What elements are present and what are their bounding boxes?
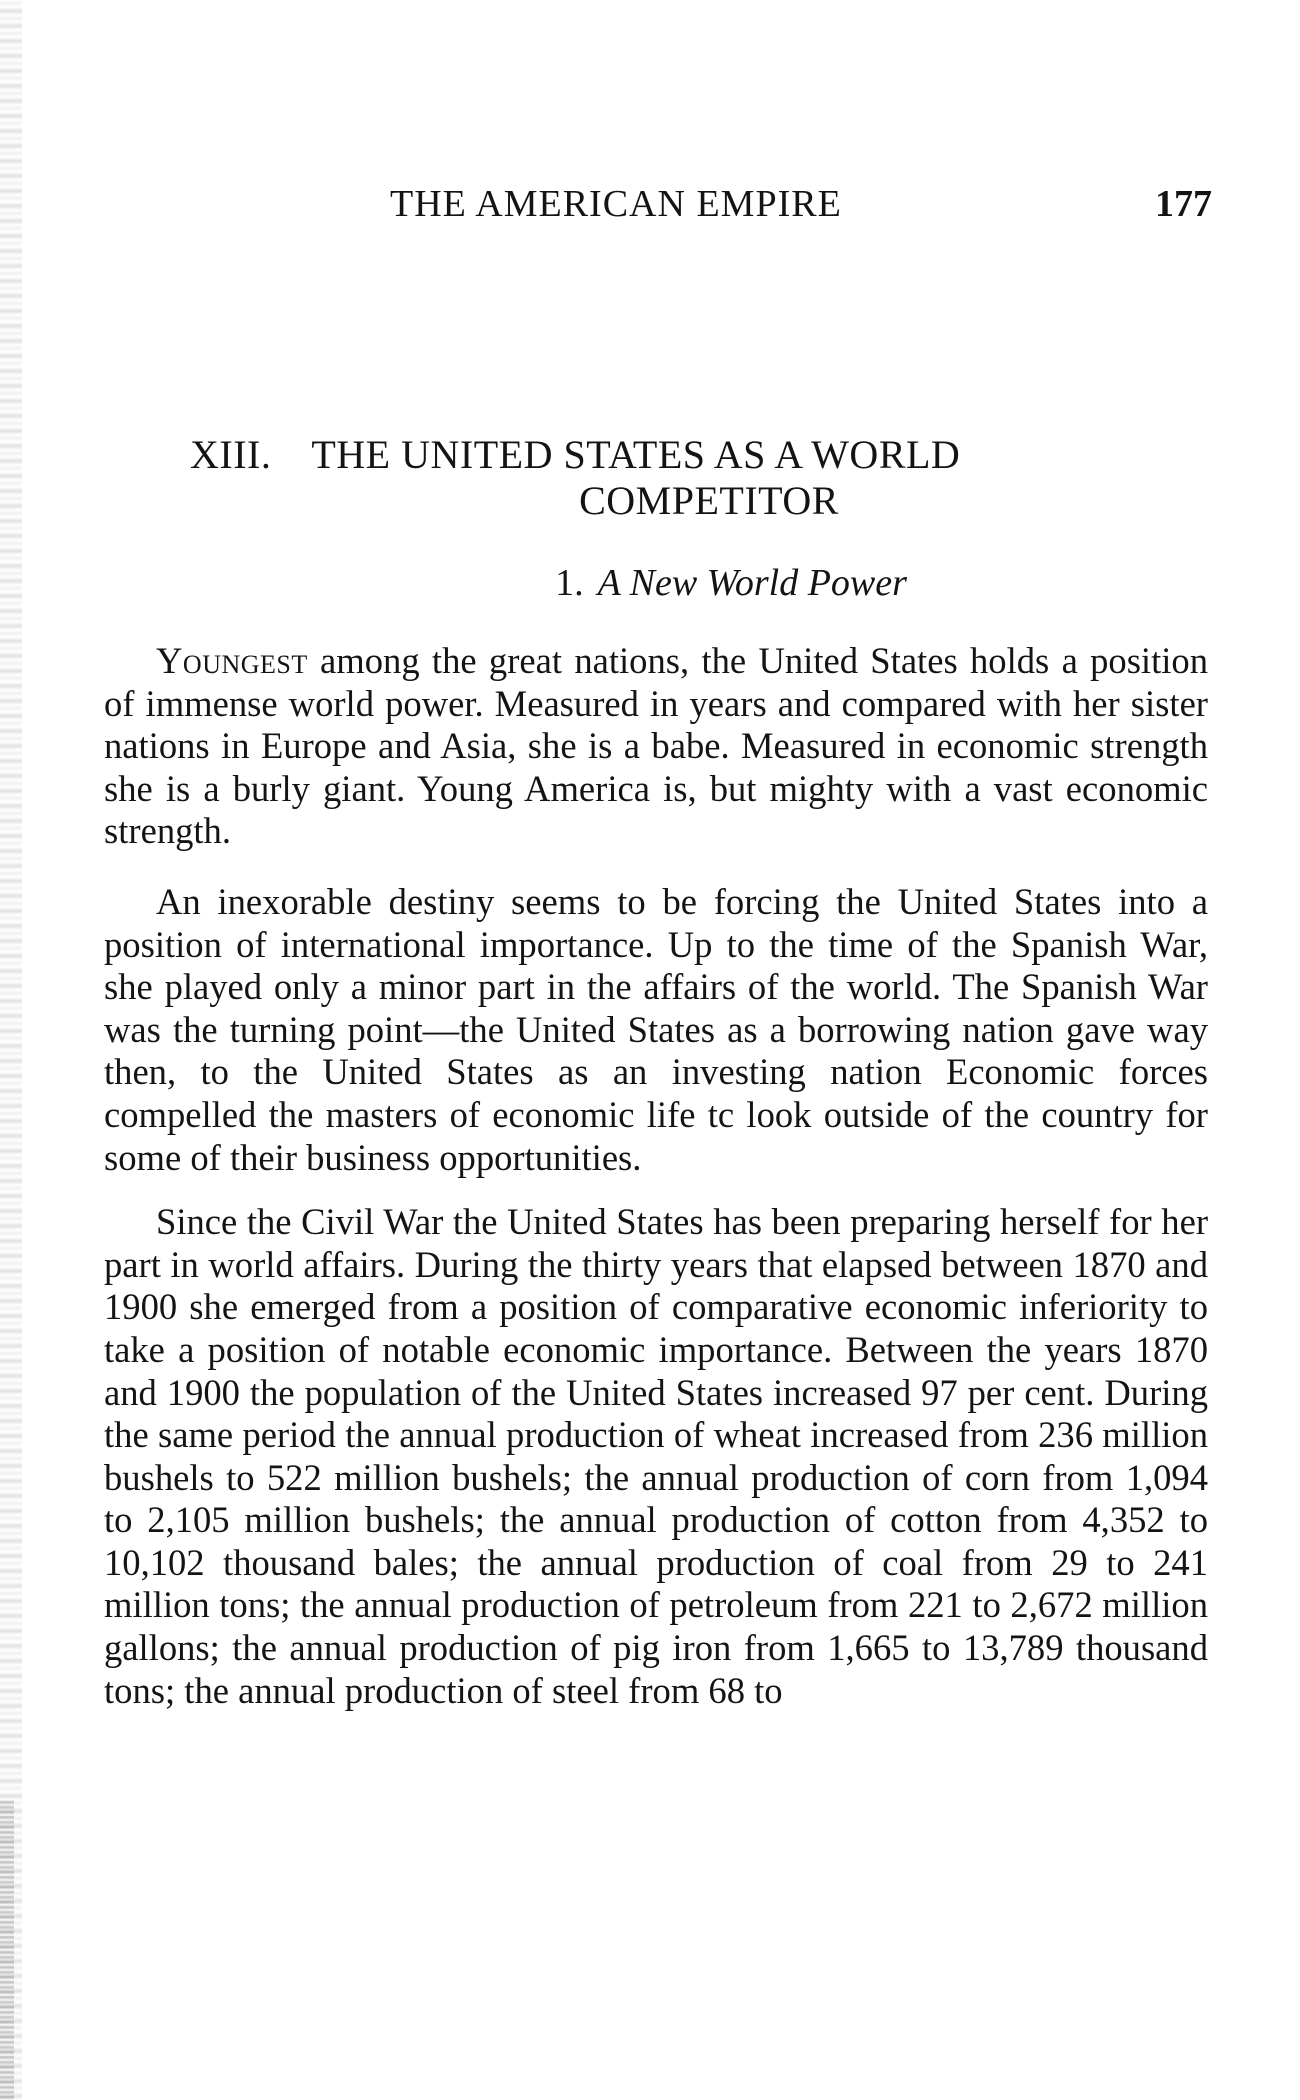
page-number: 177	[1155, 183, 1212, 225]
body-text	[104, 640, 1208, 1734]
paragraph-1	[104, 640, 1208, 853]
paragraph-2: An inexorable destiny seems to be forcing the United States into a position of international importance. Up to the time of the Spanish War, she played only a minor part in the affairs of the world. The Spanish War was the turning point—the United States as a borrowing nation gave way then, to the United States as an investing nation Economic forces compelled the masters of economic life tc look outside of the country for some of their business opportunities.	[104, 880, 1208, 1178]
chapter-heading	[190, 432, 1150, 524]
running-title: THE AMERICAN EMPIRE	[390, 183, 842, 225]
section-number: 1.	[555, 562, 584, 604]
chapter-title-line2: COMPETITOR	[579, 478, 839, 523]
section-heading	[100, 560, 1212, 606]
scan-edge-shadow-bottom	[0, 1800, 14, 2100]
section-title: A New World Power	[597, 562, 907, 604]
chapter-title-line1: THE UNITED STATES AS A WORLD	[311, 432, 961, 477]
running-head	[100, 180, 1212, 228]
scan-edge-shadow	[0, 0, 22, 2100]
paragraph-1-text: among the great nations, the United States holds a position of immense world power. Measured in years and compared with her sister nations in Europe and Asia, she is a babe. Measured in economic strength she is a burly giant. Young America is, but mighty with a vast economic strength.	[104, 640, 1208, 852]
chapter-number: XIII.	[190, 432, 272, 477]
chapter-heading-line1	[190, 432, 1150, 478]
paragraph-3: Since the Civil War the United States has been preparing herself for her part in world affairs. During the thirty years that elapsed between 1870 and 1900 she emerged from a position of comparative economic inferiority to take a position of notable economic importance. Between the years 1870 and 1900 the population of the United States increased 97 per cent. During the same period the annual production of wheat increased from 236 million bushels to 522 million bushels; the annual production of corn from 1,094 to 2,105 million bushels; the annual production of cotton from 4,352 to 10,102 thousand bales; the annual production of coal from 29 to 241 million tons; the annual production of petroleum from 221 to 2,672 million gallons; the annual production of pig iron from 1,665 to 13,789 thousand tons; the annual production of steel from 68 to	[104, 1201, 1208, 1711]
paragraph-lead-word: Youngest	[156, 640, 308, 681]
